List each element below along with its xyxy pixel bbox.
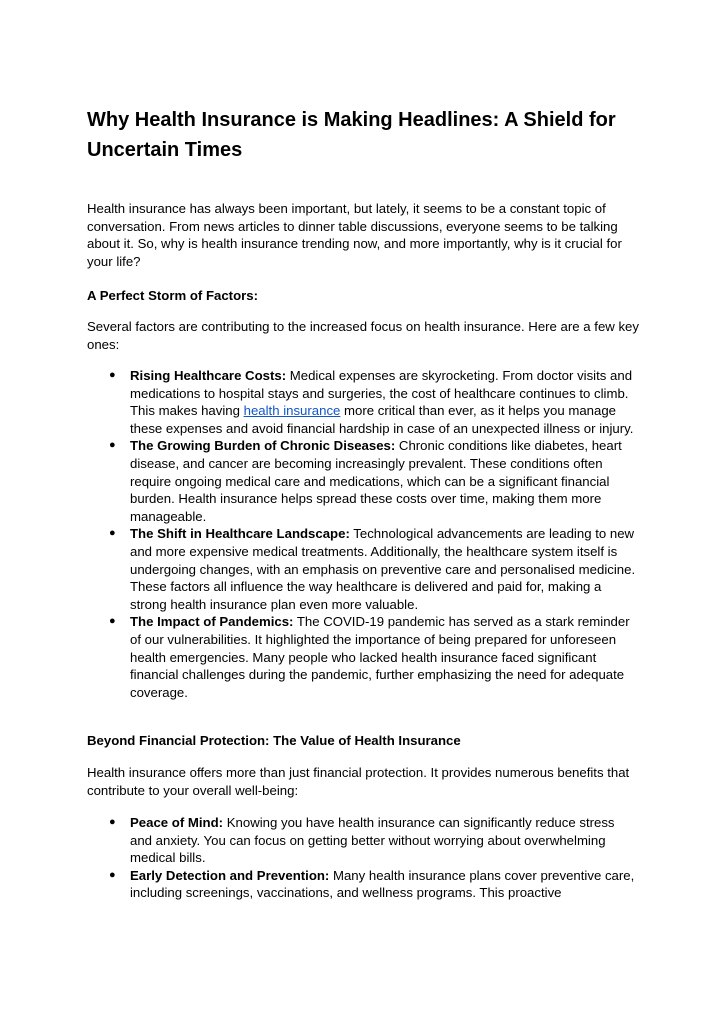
section1-heading: A Perfect Storm of Factors: [87, 288, 258, 303]
bullet-icon: ● [109, 615, 116, 628]
bullet-icon: ● [109, 868, 116, 881]
item-lead: Rising Healthcare Costs: [130, 368, 287, 383]
section1-intro: Several factors are contributing to the increased focus on health insurance. Here are a few key ones: [87, 319, 639, 352]
item-lead: The Growing Burden of Chronic Diseases: [130, 438, 396, 454]
factors-list [87, 367, 639, 701]
list-item [87, 437, 639, 525]
list-item [87, 867, 639, 902]
item-text: more critical than ever, as it helps you manage these expenses and avoid financial hardship in case of an unexpected illness or injury. [130, 403, 634, 436]
item-text: Knowing you have health insurance can significantly reduce stress and anxiety. You can focus on getting better without worrying about overwhelming medical bills. [130, 815, 615, 866]
bullet-icon: ● [109, 816, 116, 828]
item-text: Many health insurance plans cover preventive care, including screenings, vaccinations, and wellness programs. This proactive [130, 867, 635, 901]
section2-heading: Beyond Financial Protection: The Value of Health Insurance [87, 733, 461, 748]
item-text: Medical expenses are skyrocketing. From doctor visits and medications to hospital stays and surgeries, the cost of healthcare continues to climb. This makes having [130, 368, 633, 419]
list-item [87, 814, 639, 867]
item-lead: Early Detection and Prevention: [130, 867, 330, 883]
item-text: The COVID-19 pandemic has served as a stark reminder of our vulnerabilities. It highlighted the importance of being prepared for unforeseen health emergencies. Many people who lacked health insurance faced significant financial challenges during the pandemic, further emphasizing the need for adequate coverage. [130, 614, 630, 700]
list-item [87, 525, 639, 613]
intro-paragraph: Health insurance has always been important, but lately, it seems to be a constant topic of conversation. From news articles to dinner table discussions, everyone seems to be talking about it. So, why is health insurance trending now, and more importantly, why is it crucial for your life? [87, 201, 622, 269]
bullet-icon: ● [109, 527, 116, 540]
list-item [87, 613, 639, 701]
benefits-list [87, 814, 639, 902]
item-lead: Peace of Mind: [130, 815, 224, 830]
item-text: Technological advancements are leading to new and more expensive medical treatments. Additionally, the healthcare system itself is undergoing changes, with an emphasis on preventive care and personalised medicine. These factors all influence the way healthcare is delivered and paid for, making a strong health insurance plan even more valuable. [130, 526, 636, 612]
bullet-icon: ● [109, 369, 116, 381]
item-lead: The Impact of Pandemics: [130, 614, 294, 630]
section2-intro: Health insurance offers more than just financial protection. It provides numerous benefits that contribute to your overall well-being: [87, 765, 630, 798]
page-title: Why Health Insurance is Making Headlines: A Shield for Uncertain Times [87, 109, 616, 161]
item-text: Chronic conditions like diabetes, heart disease, and cancer are becoming increasingly prevalent. These conditions often require ongoing medical care and medications, which can be a significant financial burden. Health insurance helps spread these costs over time, making them more manageable. [130, 438, 622, 524]
bullet-icon: ● [109, 439, 116, 452]
item-lead: The Shift in Healthcare Landscape: [130, 526, 350, 542]
health-insurance-link[interactable]: health insurance [243, 403, 341, 419]
list-item [87, 367, 639, 437]
